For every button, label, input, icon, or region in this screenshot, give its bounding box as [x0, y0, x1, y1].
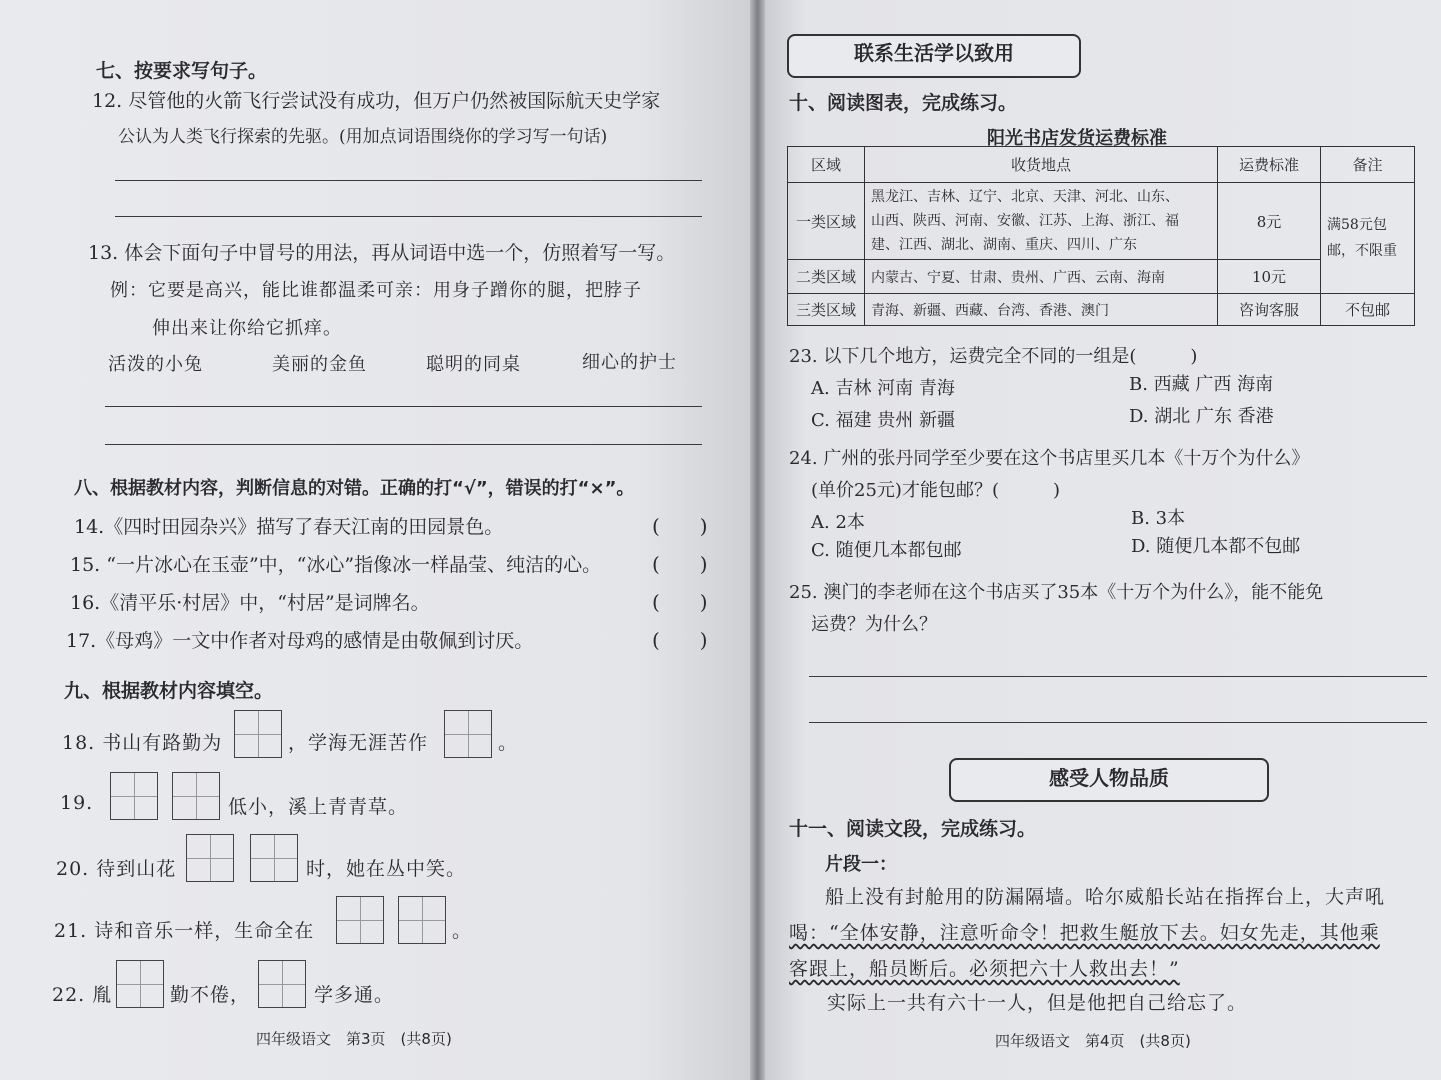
fee-cell: 10元: [1218, 260, 1321, 294]
question-18-part1: 18. 书山有路勤为: [62, 732, 223, 754]
question-22-part1: 22. 胤: [52, 984, 113, 1006]
fill-in-box[interactable]: [336, 896, 384, 944]
places-cell: [865, 183, 1218, 260]
question-24-line1: 24. 广州的张丹同学至少要在这个书店里买几本《十万个为什么》: [789, 448, 1310, 469]
fragment-label: 片段一：: [825, 854, 897, 875]
answer-line[interactable]: [105, 406, 702, 407]
passage-line-underlined: 喝：“全体安静，注意听命令！把救生艇放下去。妇女先走，其他乘: [789, 922, 1380, 944]
question-19-number: 19.: [60, 792, 94, 814]
question-25-line2: 运费？为什么？: [811, 614, 937, 635]
answer-parentheses[interactable]: ( ): [652, 628, 708, 652]
question-13-example-line2: 伸出来让你给它抓痒。: [152, 318, 342, 339]
answer-line[interactable]: [809, 676, 1427, 677]
note-line: 邮，不限重: [1327, 243, 1397, 259]
shipping-fee-table: [787, 146, 1415, 326]
fee-cell: 8元: [1218, 183, 1321, 260]
question-21-part2: 。: [452, 920, 473, 942]
region-cell: 一类区域: [788, 183, 865, 260]
fill-in-box[interactable]: [250, 834, 298, 882]
table-row: [788, 260, 1415, 294]
table-header-cell: 备注: [1321, 147, 1415, 183]
question-23: 23. 以下几个地方，运费完全不同的一组是( ): [789, 346, 1198, 367]
question-13-example-line1: 例：它要是高兴，能比谁都温柔可亲：用身子蹭你的腿，把脖子: [110, 280, 642, 301]
option-b[interactable]: B. 3本: [1131, 508, 1186, 529]
question-18-part2: ，学海无涯苦作: [288, 732, 429, 754]
places-cell: 内蒙古、宁夏、甘肃、贵州、广西、云南、海南: [865, 260, 1218, 294]
fill-in-box[interactable]: [258, 960, 306, 1008]
question-12-line1: 12. 尽管他的火箭飞行尝试没有成功，但万户仍然被国际航天史学家: [92, 90, 661, 112]
fee-cell: 咨询客服: [1218, 294, 1321, 326]
note-cell: 不包邮: [1321, 294, 1415, 326]
question-14: 14.《四时田园杂兴》描写了春天江南的田园景色。: [74, 516, 504, 538]
table-header-cell: 区域: [788, 147, 865, 183]
answer-line[interactable]: [115, 180, 702, 181]
answer-line[interactable]: [105, 444, 702, 445]
fill-in-box[interactable]: [110, 772, 158, 820]
passage-line: 实际上一共有六十一人，但是他把自己给忘了。: [827, 992, 1248, 1014]
section-banner: 联系生活学以致用: [787, 34, 1081, 78]
table-row: [788, 294, 1415, 326]
table-row: [788, 183, 1415, 260]
section-8-heading: 八、根据教材内容，判断信息的对错。正确的打“√”，错误的打“×”。: [74, 478, 635, 499]
question-13: 13. 体会下面句子中冒号的用法，再从词语中选一个，仿照着写一写。: [88, 242, 676, 264]
passage-line: 船上没有封舱用的防漏隔墙。哈尔威船长站在指挥台上，大声吼: [825, 886, 1386, 908]
table-header-cell: 收货地点: [865, 147, 1218, 183]
note-line: 满58元包: [1327, 217, 1387, 233]
region-cell: 三类区域: [788, 294, 865, 326]
fill-in-box[interactable]: [444, 710, 492, 758]
section-9-heading: 九、根据教材内容填空。: [64, 680, 274, 702]
option-d[interactable]: D. 湖北 广东 香港: [1129, 406, 1274, 427]
word-option: 聪明的同桌: [426, 354, 521, 375]
question-19-text: 低小，溪上青青草。: [228, 796, 409, 818]
question-22-part2: 勤不倦，: [170, 984, 251, 1006]
places-cell: 青海、新疆、西藏、台湾、香港、澳门: [865, 294, 1218, 326]
section-10-heading: 十、阅读图表，完成练习。: [789, 92, 1018, 114]
page-footer: 四年级语文 第4页 (共8页): [995, 1032, 1191, 1050]
word-option: 细心的护士: [582, 352, 677, 373]
fill-in-box[interactable]: [172, 772, 220, 820]
book-gutter: [750, 0, 765, 1080]
fill-in-box[interactable]: [398, 896, 446, 944]
question-17: 17.《母鸡》一文中作者对母鸡的感情是由敬佩到讨厌。: [66, 630, 534, 652]
answer-parentheses[interactable]: ( ): [652, 552, 708, 576]
option-b[interactable]: B. 西藏 广西 海南: [1129, 374, 1274, 395]
section-7-heading: 七、按要求写句子。: [96, 60, 268, 82]
table-title: 阳光书店发货运费标准: [987, 128, 1167, 149]
page-footer: 四年级语文 第3页 (共8页): [256, 1030, 452, 1048]
word-option: 美丽的金鱼: [272, 354, 367, 375]
question-25-line1: 25. 澳门的李老师在这个书店买了35本《十万个为什么》，能不能免: [789, 582, 1324, 603]
fill-in-box[interactable]: [234, 710, 282, 758]
places-line: 山西、陕西、河南、安徽、江苏、上海、浙江、福: [871, 213, 1179, 229]
option-c[interactable]: C. 随便几本都包邮: [811, 540, 962, 561]
table-header-row: [788, 147, 1415, 183]
word-option: 活泼的小兔: [108, 354, 203, 375]
question-12-line2: 公认为人类飞行探索的先驱。(用加点词语围绕你的学习写一句话): [118, 127, 608, 147]
fill-in-box[interactable]: [186, 834, 234, 882]
right-page: [765, 0, 1441, 1080]
question-24-line2: (单价25元)才能包邮？( ): [811, 480, 1060, 501]
section-banner: 感受人物品质: [949, 758, 1269, 802]
option-c[interactable]: C. 福建 贵州 新疆: [811, 410, 956, 431]
option-a[interactable]: A. 2本: [811, 512, 865, 533]
question-22-part3: 学多通。: [314, 984, 395, 1006]
question-20-part1: 20. 待到山花: [56, 858, 177, 880]
places-line: 黑龙江、吉林、辽宁、北京、天津、河北、山东、: [871, 189, 1179, 205]
question-18-part3: 。: [498, 732, 519, 754]
option-a[interactable]: A. 吉林 河南 青海: [811, 378, 955, 399]
table-header-cell: 运费标准: [1218, 147, 1321, 183]
answer-line[interactable]: [809, 722, 1427, 723]
question-21-part1: 21. 诗和音乐一样，生命全在: [54, 920, 315, 942]
question-16: 16.《清平乐·村居》中，“村居”是词牌名。: [70, 592, 430, 614]
region-cell: 二类区域: [788, 260, 865, 294]
passage-line-underlined: 客跟上，船员断后。必须把六十人救出去！”: [789, 958, 1180, 980]
answer-parentheses[interactable]: ( ): [652, 514, 708, 538]
answer-parentheses[interactable]: ( ): [652, 590, 708, 614]
question-20-part2: 时，她在丛中笑。: [306, 858, 467, 880]
question-15: 15. “一片冰心在玉壶”中，“冰心”指像冰一样晶莹、纯洁的心。: [70, 554, 602, 576]
places-line: 建、江西、湖北、湖南、重庆、四川、广东: [871, 237, 1137, 253]
section-11-heading: 十一、阅读文段，完成练习。: [789, 818, 1037, 840]
answer-line[interactable]: [115, 216, 702, 217]
note-cell: [1321, 183, 1415, 294]
fill-in-box[interactable]: [116, 960, 164, 1008]
option-d[interactable]: D. 随便几本都不包邮: [1131, 536, 1301, 557]
